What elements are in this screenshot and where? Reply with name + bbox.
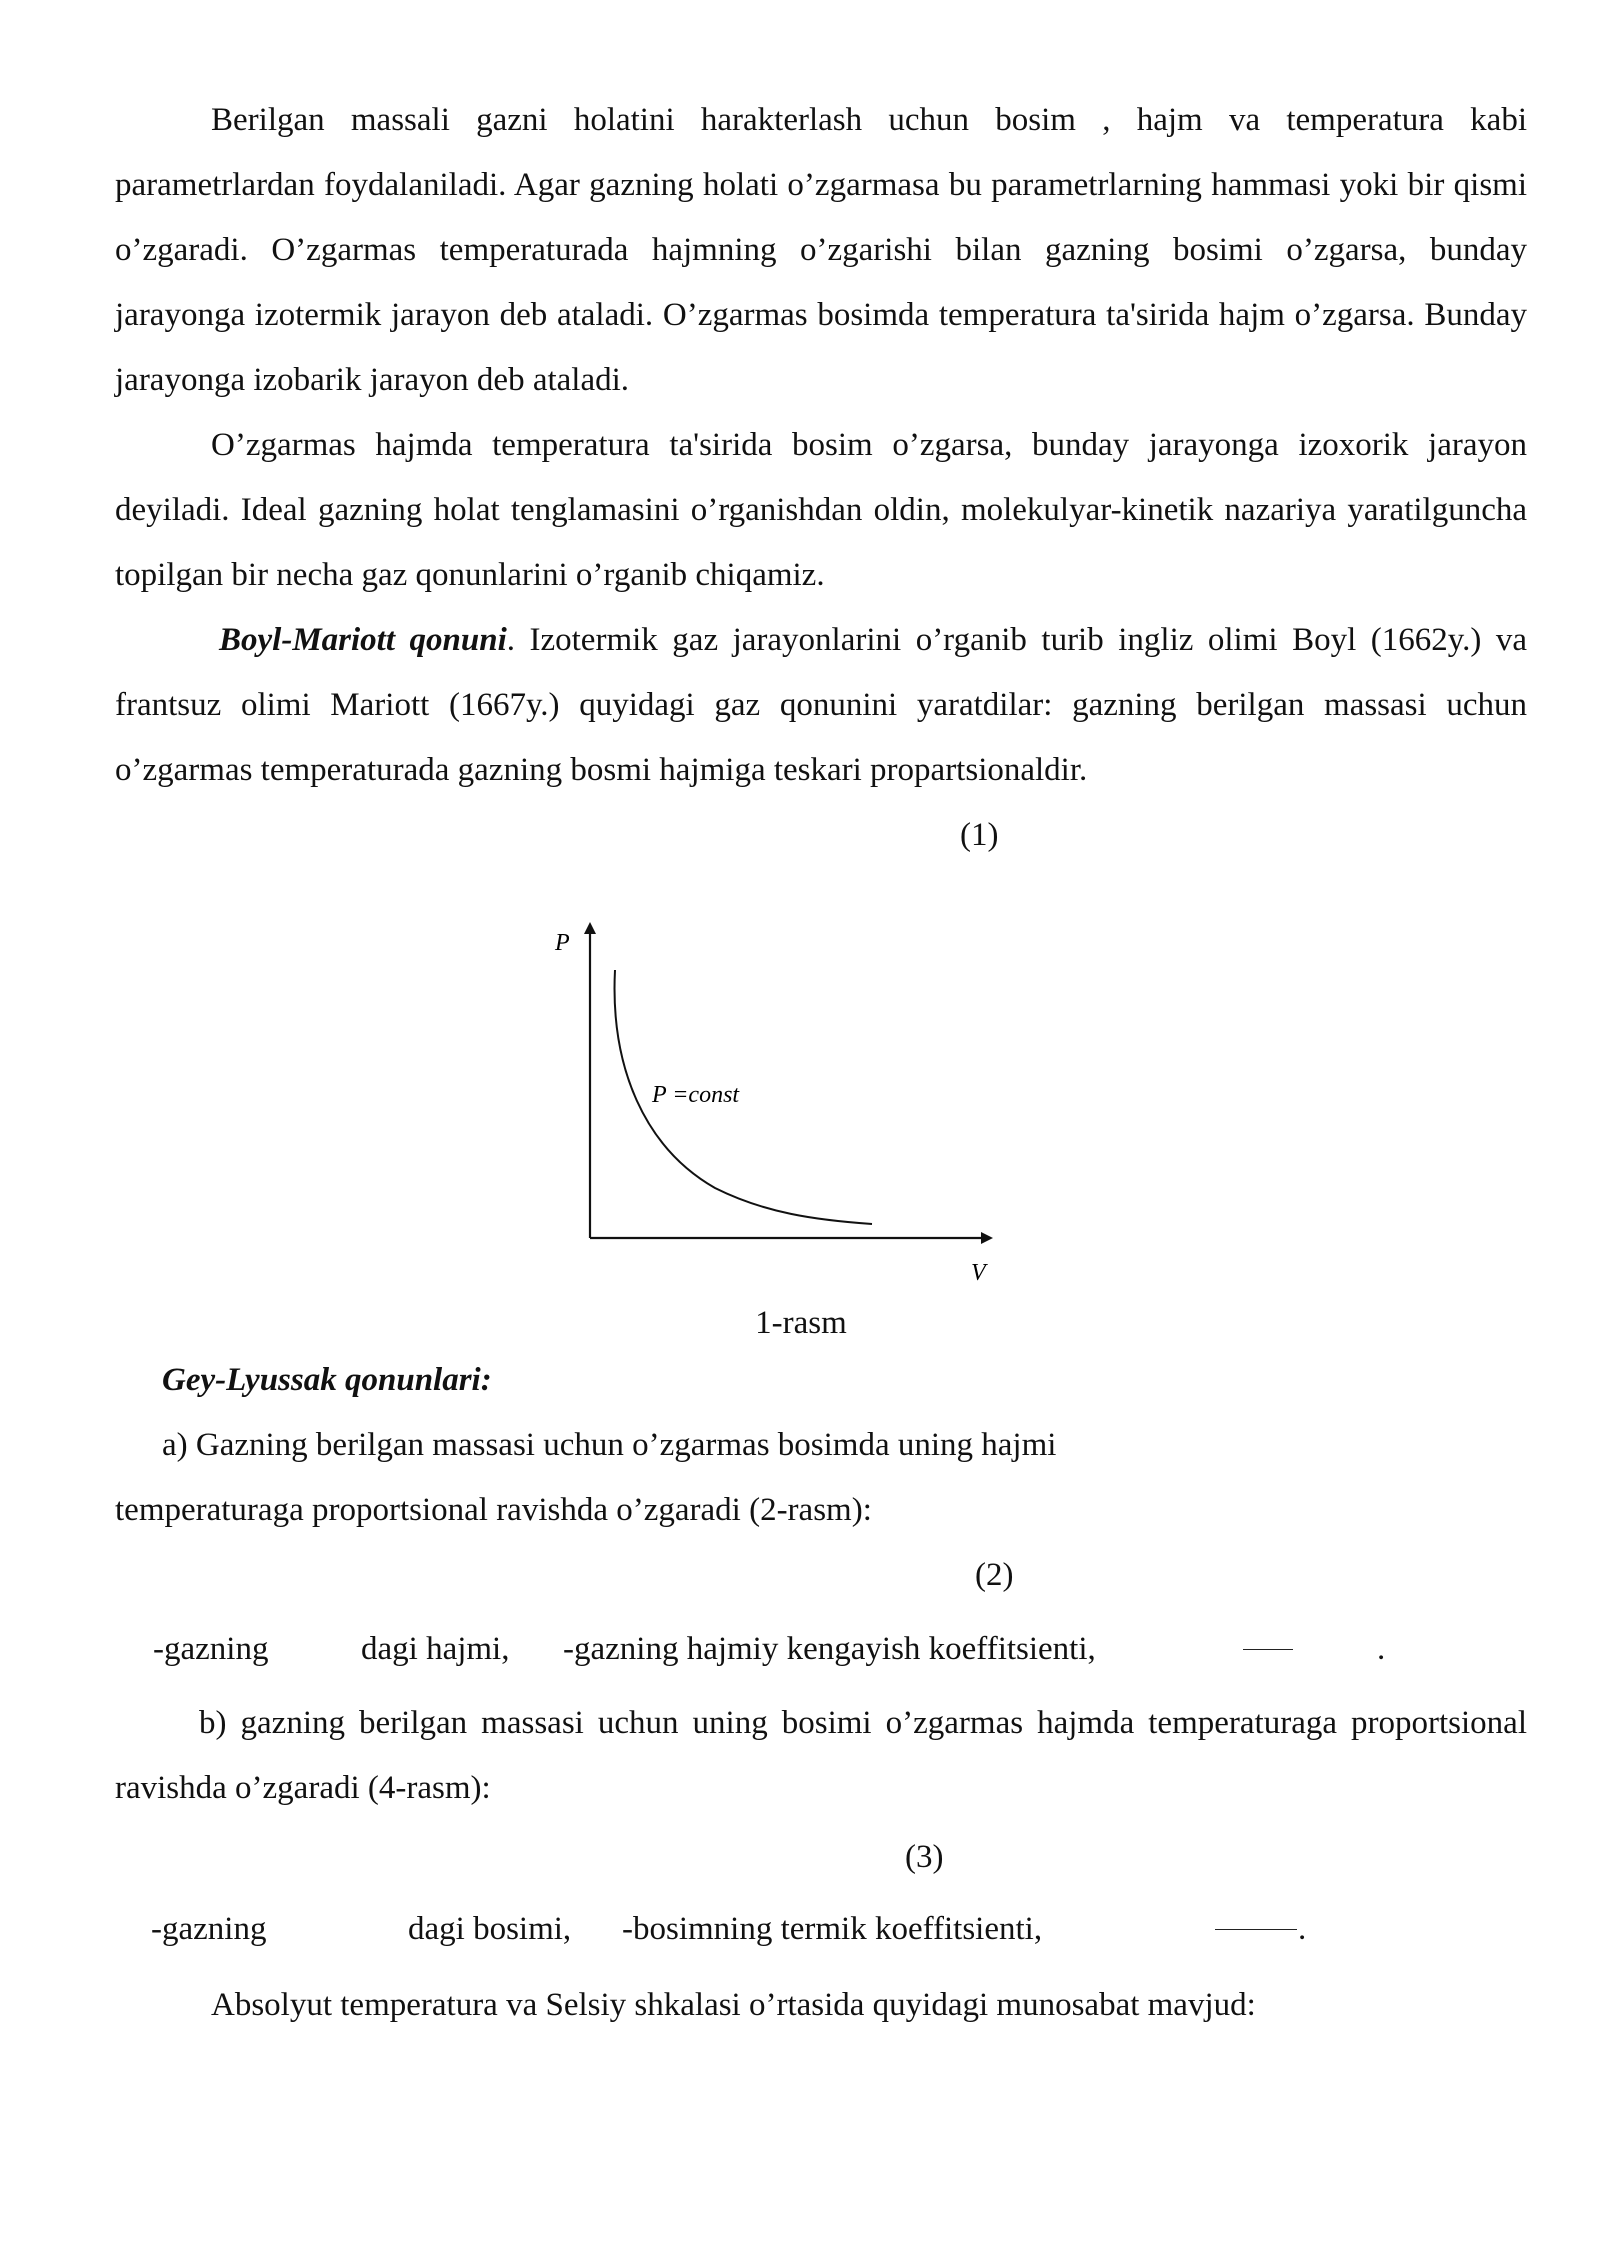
- paragraph-isochoric: O’zgarmas hajmda temperatura ta'sirida bosim o’zgarsa, bunday jarayonga izoxorik jarayon deyiladi. Ideal gazning holat tenglamasini o’rganishdan oldin, molekulyar-kinetik nazariya yaratilguncha topilgan bir necha gaz qonunlarini o’rganib chiqamiz.: [115, 427, 1527, 593]
- paragraph-boyle-mariotte: [115, 608, 1527, 803]
- boyle-mariotte-heading: Boyl-Mariott qonuni: [219, 622, 507, 658]
- document-page: [115, 88, 1527, 2045]
- boyle-mariotte-text: . Izotermik gaz jarayonlarini o’rganib turib ingliz olimi Boyl (1662y.) va frantsuz olimi Mariott (1667y.) quyidagi gaz qonunini yaratdilar: gazning berilgan massasi uchun o’zgarmas temperaturada gazning bosmi hajmiga teskari propartsionaldir.: [115, 622, 1527, 788]
- equation-1-number: (1): [960, 817, 999, 853]
- equation-1-row: [115, 803, 1527, 868]
- b-def-period: .: [1298, 1911, 1307, 1947]
- b-def-gazning: -gazning: [151, 1911, 267, 1947]
- b-fraction-bar: [1215, 1929, 1297, 1930]
- gay-lussac-a-line2: temperaturaga proportsional ravishda o’zgaradi (2-rasm):: [115, 1492, 872, 1528]
- gay-lussac-heading-row: [115, 1348, 1527, 1413]
- equation-3-number: (3): [905, 1839, 944, 1875]
- isotherm-diagram: [115, 868, 1015, 1298]
- a-def-hajmi: dagi hajmi,: [361, 1631, 510, 1667]
- figure-1-caption: 1-rasm: [755, 1305, 847, 1341]
- a-fraction-bar: [1243, 1649, 1293, 1650]
- a-def-period: .: [1377, 1631, 1386, 1667]
- b-def-bosimi: dagi bosimi,: [408, 1911, 572, 1947]
- b-def-koeffitsienti: -bosimning termik koeffitsienti,: [622, 1911, 1043, 1947]
- gay-lussac-a-line1-row: [115, 1413, 1527, 1478]
- gay-lussac-a-definitions: [115, 1608, 1527, 1691]
- gay-lussac-b-definitions: [115, 1893, 1527, 1965]
- equation-2-row: [115, 1543, 1527, 1608]
- gay-lussac-b-paragraph: b) gazning berilgan massasi uchun uning bosimi o’zgarmas hajmda temperaturaga proportsional ravishda o’zgaradi (4-rasm):: [115, 1705, 1527, 1806]
- equation-2-number: (2): [975, 1557, 1014, 1593]
- closing-text: Absolyut temperatura va Selsiy shkalasi o’rtasida quyidagi munosabat mavjud:: [211, 1987, 1256, 2023]
- p-axis-label: P: [555, 930, 570, 956]
- a-def-gazning: -gazning: [153, 1631, 269, 1667]
- curve-label: P =const: [652, 1082, 740, 1108]
- equation-3-row: [115, 1821, 1527, 1893]
- gay-lussac-a-line1: a) Gazning berilgan massasi uchun o’zgarmas bosimda uning hajmi: [162, 1427, 1057, 1463]
- paragraph-gas-parameters: Berilgan massali gazni holatini harakterlash uchun bosim , hajm va temperatura kabi parametrlardan foydalaniladi. Agar gazning holati o’zgarmasa bu parametrlarning hammasi yoki bir qismi o’zgaradi. O’zgarmas temperaturada hajmning o’zgarishi bilan gazning bosimi o’zgarsa, bunday jarayonga izotermik jarayon deb ataladi. O’zgarmas bosimda temperatura ta'sirida hajm o’zgarsa. Bunday jarayonga izobarik jarayon deb ataladi.: [115, 102, 1527, 398]
- v-axis-label: V: [971, 1260, 986, 1286]
- figure-1: [115, 868, 1527, 1298]
- gay-lussac-heading: Gey-Lyussak qonunlari:: [162, 1362, 492, 1398]
- gay-lussac-a-line2-row: [115, 1478, 1527, 1543]
- a-def-koeffitsienti: -gazning hajmiy kengayish koeffitsienti,: [563, 1631, 1096, 1667]
- closing-row: [115, 1965, 1527, 2045]
